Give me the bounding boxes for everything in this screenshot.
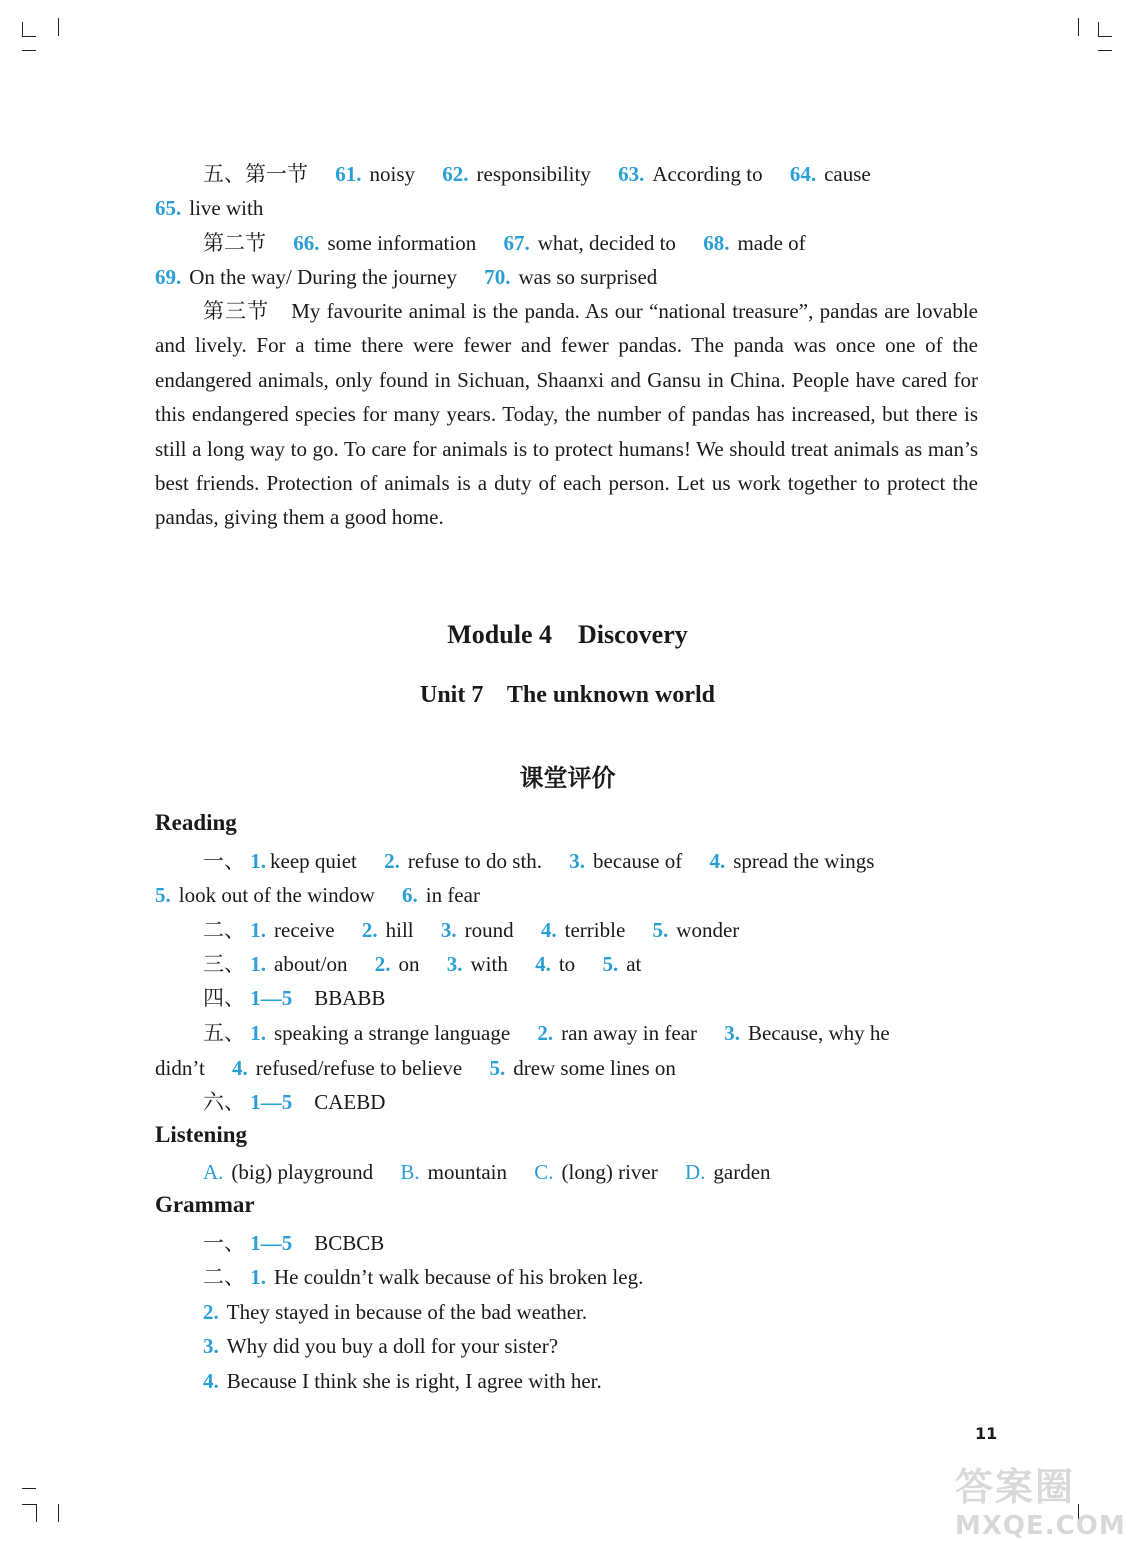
answer-line: 2. They stayed in because of the bad weather. bbox=[203, 1300, 588, 1324]
item-number: 1. bbox=[250, 918, 266, 942]
item-number: 1—5 bbox=[250, 986, 293, 1010]
crop-mark bbox=[22, 22, 23, 36]
item-number: 1—5 bbox=[250, 1090, 293, 1114]
essay-paragraph: 第三节 My favourite animal is the panda. As our “national treasure”, pandas are lovable and lively. For a time there were fewer and fewer pandas. The panda was once one of the endangered animals, only found in Sichuan, Shaanxi and Gansu in China. People have cared for this endangered species for many years. Today, the number of pandas has increased, but there is still a long way to go. To care for animals is to protect humans! We should treat animals as man’s best friends. Protection of animals is a duty of each person. Let us work together to protect the pandas, giving them a good home. bbox=[155, 299, 979, 530]
answer-line: 3. Why did you buy a doll for your sister? bbox=[203, 1334, 559, 1358]
answer-line: 二、 1. receive 2. hill 3. round 4. terrible 5. wonder bbox=[203, 918, 740, 942]
item-number: 67. bbox=[503, 231, 530, 255]
answer-line: 六、 1—5 CAEBD bbox=[203, 1090, 386, 1114]
item-number: B. bbox=[400, 1160, 420, 1184]
item-number: 4. bbox=[203, 1369, 219, 1393]
item-number: 68. bbox=[703, 231, 730, 255]
item-number: 5. bbox=[489, 1056, 506, 1080]
item-number: 5. bbox=[602, 952, 619, 976]
page-number: 11 bbox=[975, 1424, 998, 1443]
item-number: 65. bbox=[155, 196, 182, 220]
crop-mark bbox=[1078, 18, 1079, 36]
item-number: 3. bbox=[440, 918, 457, 942]
item-number: 69. bbox=[155, 265, 182, 289]
item-number: 6. bbox=[401, 883, 418, 907]
item-number: 1. bbox=[250, 952, 266, 976]
answer-line: 69. On the way/ During the journey 70. was so surprised bbox=[155, 265, 658, 289]
item-number: 66. bbox=[293, 231, 320, 255]
item-number: 3. bbox=[569, 849, 586, 873]
item-number: 1—5 bbox=[250, 1231, 293, 1255]
answer-line: A. (big) playground B. mountain C. (long) river D. garden bbox=[203, 1160, 771, 1184]
item-number: 64. bbox=[789, 162, 817, 186]
item-number: 2. bbox=[361, 918, 378, 942]
module-title: Module 4 Discovery bbox=[447, 620, 688, 649]
crop-mark bbox=[1098, 36, 1112, 37]
item-number: 3. bbox=[203, 1334, 219, 1358]
item-number: 2. bbox=[374, 952, 391, 976]
answer-line: didn’t 4. refused/refuse to believe 5. drew some lines on bbox=[155, 1056, 676, 1080]
crop-mark bbox=[1098, 22, 1099, 36]
answer-line: 二、 1. He couldn’t walk because of his broken leg. bbox=[203, 1265, 644, 1289]
answer-line: 5. look out of the window 6. in fear bbox=[155, 883, 480, 907]
reading-heading: Reading bbox=[155, 810, 237, 835]
item-number: 4. bbox=[535, 952, 551, 976]
crop-mark bbox=[58, 18, 59, 36]
answer-line: 三、 1. about/on 2. on 3. with 4. to 5. at bbox=[203, 952, 642, 976]
item-number: 2. bbox=[203, 1300, 219, 1324]
item-number: D. bbox=[684, 1160, 706, 1184]
crop-mark bbox=[22, 36, 36, 37]
answer-line: 一、 1. keep quiet 2. refuse to do sth. 3. because of 4. spread the wings bbox=[203, 849, 875, 873]
item-number: 1. bbox=[250, 1021, 266, 1045]
answer-line: 一、 1—5 BCBCB bbox=[203, 1231, 385, 1255]
item-number: 62. bbox=[442, 162, 469, 186]
unit-title: Unit 7 The unknown world bbox=[420, 682, 715, 708]
answer-line: 第二节 66. some information 67. what, decided to 68. made of bbox=[203, 231, 806, 255]
crop-mark bbox=[22, 1488, 36, 1489]
answer-line: 65. live with bbox=[155, 196, 264, 220]
grammar-heading: Grammar bbox=[155, 1192, 255, 1217]
crop-mark bbox=[36, 1504, 37, 1522]
class-eval-title: 课堂评价 bbox=[519, 764, 616, 792]
crop-mark bbox=[22, 1504, 36, 1505]
item-number: A. bbox=[203, 1160, 224, 1184]
item-number: 1. bbox=[250, 1265, 266, 1289]
item-number: 3. bbox=[724, 1021, 741, 1045]
item-number: 5. bbox=[155, 883, 171, 907]
item-number: 3. bbox=[446, 952, 463, 976]
item-number: 4. bbox=[540, 918, 557, 942]
answer-line: 五、第一节 61. noisy 62. responsibility 63. According to 64. cause bbox=[203, 162, 871, 186]
answer-line: 五、 1. speaking a strange language 2. ran away in fear 3. Because, why he bbox=[203, 1021, 890, 1045]
item-number: 1. bbox=[250, 849, 266, 873]
watermark: 答案圈 MXQE.COM bbox=[955, 1465, 1126, 1541]
answer-line: 4. Because I think she is right, I agree with her. bbox=[203, 1369, 602, 1393]
crop-mark bbox=[58, 1504, 59, 1522]
listening-heading: Listening bbox=[155, 1122, 248, 1147]
crop-mark bbox=[22, 50, 36, 51]
crop-mark bbox=[1098, 50, 1112, 51]
item-number: 4. bbox=[709, 849, 726, 873]
item-number: 70. bbox=[484, 265, 511, 289]
item-number: 2. bbox=[384, 849, 400, 873]
answer-line: 四、 1—5 BBABB bbox=[203, 986, 386, 1010]
item-number: 4. bbox=[232, 1056, 248, 1080]
item-number: 2. bbox=[537, 1021, 554, 1045]
item-number: 5. bbox=[652, 918, 669, 942]
item-number: 63. bbox=[618, 162, 645, 186]
item-number: 61. bbox=[335, 162, 362, 186]
item-number: C. bbox=[534, 1160, 554, 1184]
